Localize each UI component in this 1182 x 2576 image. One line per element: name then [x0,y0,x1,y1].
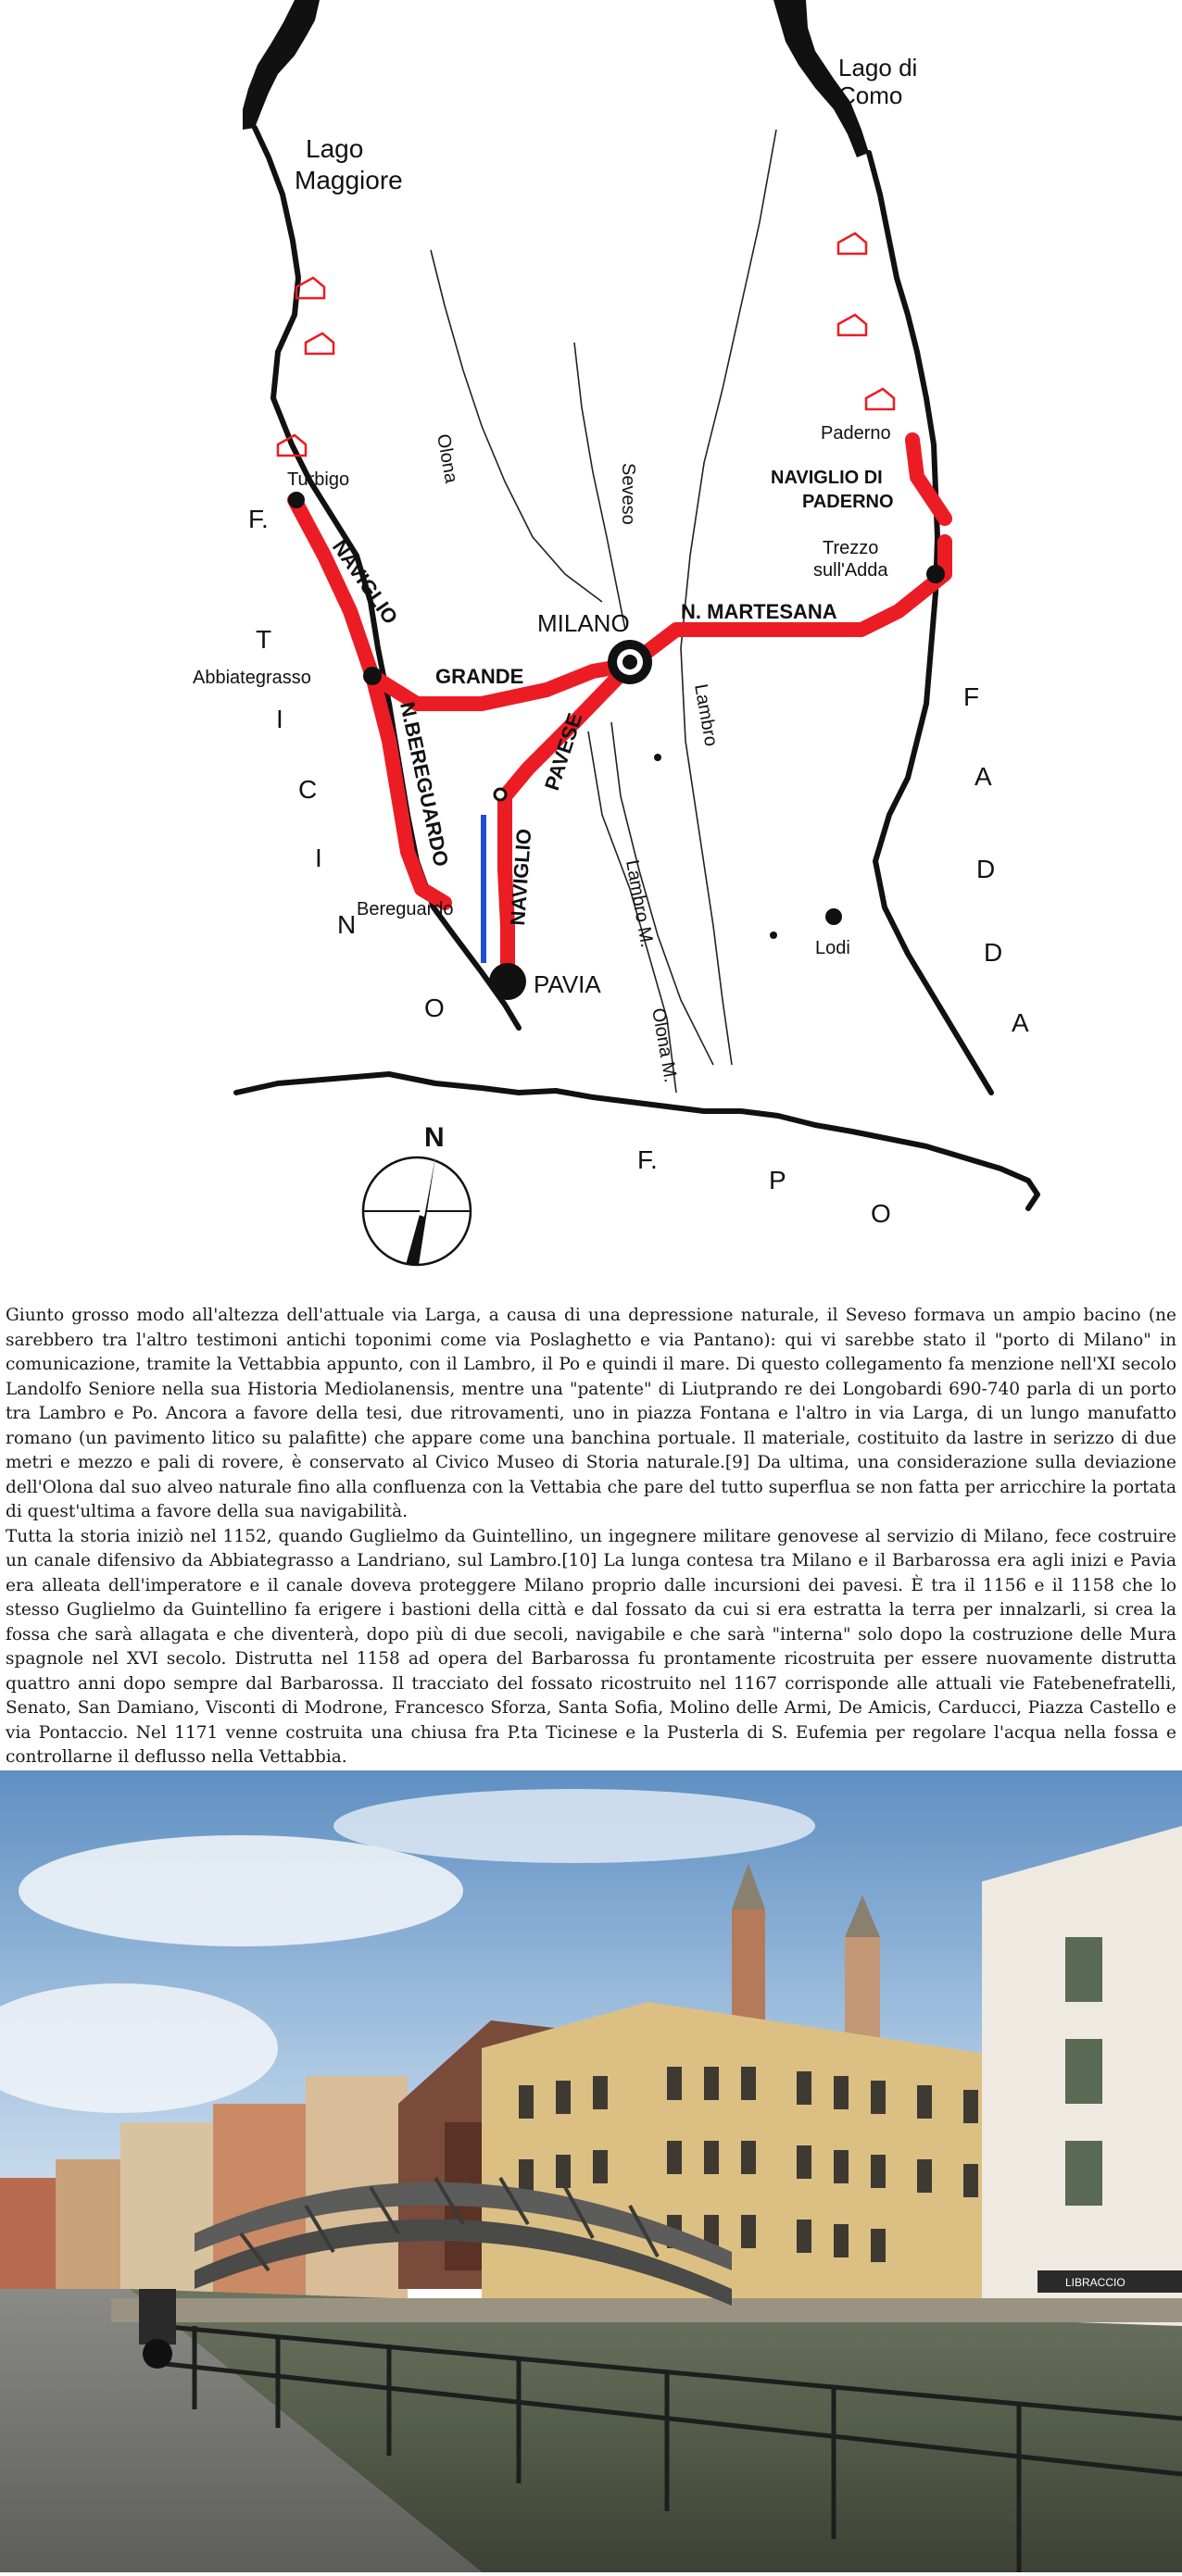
shop-sign: LIBRACCIO [1065,2276,1125,2289]
label-bereguardo: Bereguardo [357,899,454,919]
cloud [333,1789,815,1863]
adda-letter: D [976,855,996,883]
compass-n-label: N [424,1122,445,1153]
ticino-letter: I [315,844,322,872]
compass-rose [363,1122,471,1265]
river-ticino [255,128,519,1028]
label-olona: Olona [433,432,462,485]
po-letters [637,1145,891,1228]
label-naviglio-paderno: NAVIGLIO DI PADERNO [771,468,894,512]
ticino-letter: I [276,705,283,733]
ticino-letter: O [424,994,445,1022]
marker-turbigo [288,492,305,508]
marker-dot [654,754,661,761]
adda-letter: A [975,762,992,791]
adda-letter: F [963,682,980,711]
lago-maggiore-shape [243,0,320,130]
label-trezzo: Trezzo sull'Adda [813,538,888,581]
river-lambro [681,130,776,1065]
naviglio-photo [0,1770,1182,2572]
marker-trezzo [926,565,945,583]
adda-letter: D [984,938,1003,967]
lock-marker [838,233,866,254]
label-milano: MILANO [537,609,630,637]
ticino-letter: N [337,910,357,939]
marker-small [495,789,506,800]
label-lago-maggiore [295,134,403,194]
label-naviglio-pavese-2: PAVESE [539,710,587,794]
label-martesana: N. MARTESANA [681,600,837,623]
river-po [236,1074,1037,1208]
marker-lodi [825,908,842,925]
label-olona-m: Olona M. [648,1007,681,1084]
label-lambro: Lambro [690,682,722,748]
ticino-letter: F. [248,505,269,533]
po-letter: F. [637,1145,658,1174]
label-grande: GRANDE [435,665,524,688]
label-seveso: Seveso [618,463,638,525]
marker-dot [770,932,777,939]
ticino-letter: T [256,625,272,654]
label-pavia: PAVIA [534,970,601,998]
label-naviglio-pavese-1: NAVIGLIO [506,828,536,927]
ticino-letter: C [298,775,318,804]
article-text [6,1304,1176,1767]
label-n-bereguardo: N.BEREGUARDO [396,699,454,869]
label-lago-como-l2: Como [838,81,903,109]
marker-pavia [489,963,526,1000]
label-lago-maggiore-l1: Lago [306,134,364,163]
label-lambro-m: Lambro M. [622,858,658,950]
lock-markers [278,233,894,456]
adda-letter: A [1012,1008,1029,1037]
article-paragraph-2: Tutta la storia iniziò nel 1152, quando Guglielmo da Guintellino, un ingegnere militare genovese al servizio di Milano, fece costruire un canale difensivo da Abbiategrasso a Landriano, sul Lambro.[10] La lunga contesa tra Milano e il Barbarossa era agli inizi e Pavia era alleata dell'imperatore e il canale doveva proteggere Milano proprio dalle incursioni dei pavesi. È tra il 1156 e il 1158 che lo stesso Guglielmo da Guintellino fa erigere i bastioni della città e dal fossato da cui si era estratta la terra per innalzarli, si crea la fossa che sarà allagata e che diventerà, dopo più di due secoli, navigabile e che sarà "interna" solo dopo la costruzione delle Mura spagnole nel XVI secolo. Distrutta nel 1158 ad opera del Barbarossa fu prontamente ricostruita per essere nuovamente distrutta quattro anni dopo sempre dal Barbarossa. Il tracciato del fossato ricostruito nel 1167 corrisponde alle attuali vie Fatebenefratelli, Senato, San Damiano, Visconti di Modrone, Francesco Sforza, Santa Sofia, Molino delle Armi, De Amicis, Carducci, Piazza Castello e via Pontaccio. Nel 1171 venne costruita una chiusa fra P.ta Ticinese e la Pusterla di S. Eufemia per regolare l'acqua nella fossa e controllarne il deflusso nella Vettabbia. [6,1526,1176,1767]
label-paderno: Paderno [821,423,891,444]
far-bank [111,2298,1182,2322]
po-letter: O [871,1199,891,1228]
label-lago-como [838,54,924,109]
white-building-shutters [1065,1937,1102,2206]
label-turbigo: Turbigo [287,469,350,490]
adda-letters [963,682,1029,1037]
label-lodi: Lodi [815,938,850,958]
lock-marker [866,389,894,409]
scooter [139,2289,176,2369]
label-lago-maggiore-l2: Maggiore [295,166,403,194]
canal-paderno [912,440,945,519]
label-lago-como-l1: Lago di [838,54,918,81]
cloud [19,1835,463,1946]
label-abbiategrasso: Abbiategrasso [193,668,311,688]
photo-svg [0,1770,1182,2572]
lock-marker [306,333,333,354]
lock-marker [838,315,866,335]
marker-abbiategrasso [363,667,382,685]
article-paragraph-1: Giunto grosso modo all'altezza dell'attuale via Larga, a causa di una depressione naturale, il Seveso formava un ampio bacino (ne sarebbero tra l'altro testimoni antichi toponimi come via Poslaghetto e via Pantano): qui vi sarebbe stato il "porto di Milano" in comunicazione, tramite la Vettabbia appunto, con il Lambro, il Po e quindi il mare. Di questo collegamento fa menzione nell'XI secolo Landolfo Seniore nella sua Historia Mediolanensis, mentre una "patente" di Liutprando re dei Longobardi 690-740 parla di un porto tra Lambro e Po. Ancora a favore della tesi, due ritrovamenti, uno in piazza Fontana e l'altro in via Larga, di un lungo manufatto romano (un pavimento litico su palafitte) che appare come una banchina portuale. Il materiale, costituito da lastre in serizzo di due metri e mezzo e pali di rovere, è conservato al Civico Museo di Storia naturale.[9] Da ultima, una considerazione sulla deviazione dell'Olona dal suo alveo naturale fino alla confluenza con la Vettabia che pare del tutto superflua se non fatta per arricchire la portata di quest'ultima a favore della sua navigabilità. [6,1306,1176,1521]
label-naviglio: NAVIGLIO [327,535,403,629]
po-letter: P [769,1166,786,1194]
river-olona [431,250,602,602]
